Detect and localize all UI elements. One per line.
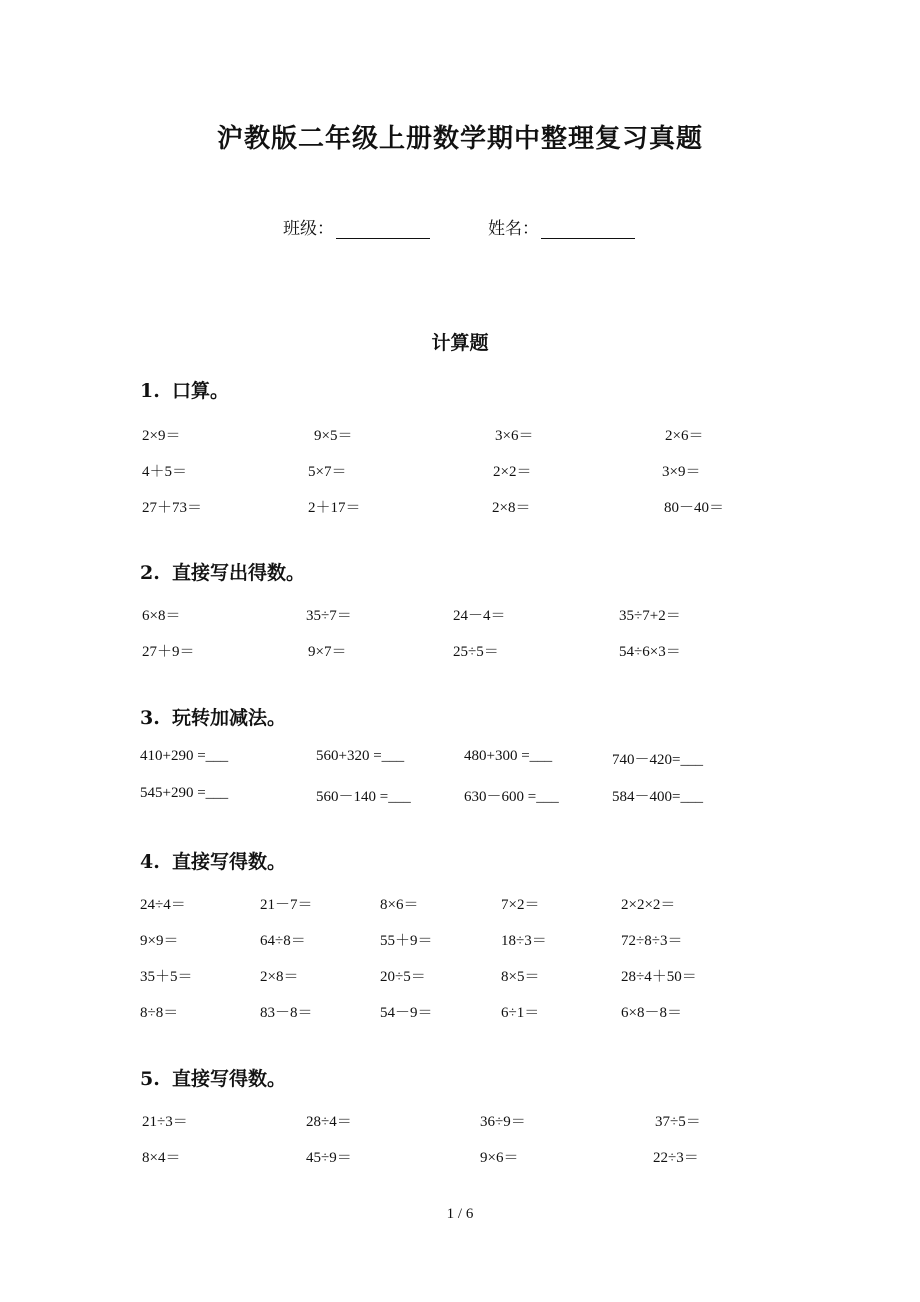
problem: 54÷6×3＝ [619,644,681,660]
problem: 8×6＝ [380,897,419,913]
problem: 28÷4＋50＝ [621,969,697,985]
problem: 83－8＝ [260,1005,313,1021]
problem: 2×6＝ [665,428,704,444]
problem: 35÷7＝ [306,608,352,624]
problem: 64÷8＝ [260,933,306,949]
problem: 630－600 =___ [464,789,559,805]
problem: 2×9＝ [142,428,181,444]
problem: 2×8＝ [492,500,531,516]
problem: 6×8＝ [142,608,181,624]
problem: 4＋5＝ [142,464,188,480]
problem: 545+290 =___ [140,785,229,801]
problem: 2×2×2＝ [621,897,676,913]
problem: 45÷9＝ [306,1150,352,1166]
problem: 22÷3＝ [653,1150,699,1166]
question-title: 直接写出得数。 [172,562,306,584]
problem: 18÷3＝ [501,933,547,949]
problem: 3×6＝ [495,428,534,444]
problem: 6÷1＝ [501,1005,540,1021]
question-3-heading [140,703,286,730]
problem: 5×7＝ [308,464,347,480]
problem: 28÷4＝ [306,1114,352,1130]
page-title: 沪教版二年级上册数学期中整理复习真题 [216,124,703,154]
problem: 72÷8÷3＝ [621,933,683,949]
problem: 9×9＝ [140,933,179,949]
class-blank [336,220,430,239]
class-field [283,214,430,239]
problem: 21÷3＝ [142,1114,188,1130]
problem: 24÷4＝ [140,897,186,913]
problem: 37÷5＝ [655,1114,701,1130]
problem: 7×2＝ [501,897,540,913]
problem: 9×6＝ [480,1150,519,1166]
problem: 25÷5＝ [453,644,499,660]
problem: 55＋9＝ [380,933,433,949]
class-label: 班级： [283,219,334,239]
page-number: 1 / 6 [446,1206,474,1222]
problem: 35＋5＝ [140,969,193,985]
problem: 584－400=___ [612,789,703,805]
problem: 8÷8＝ [140,1005,179,1021]
problem: 20÷5＝ [380,969,426,985]
question-5-heading [140,1064,286,1091]
problem: 560+320 =___ [316,748,405,764]
question-number: 3. [140,707,160,729]
question-title: 口算。 [172,380,230,402]
problem: 54－9＝ [380,1005,433,1021]
problem: 27＋73＝ [142,500,203,516]
problem: 2＋17＝ [308,500,361,516]
question-title: 玩转加减法。 [172,707,287,729]
question-number: 2. [140,562,160,584]
problem: 27＋9＝ [142,644,195,660]
problem: 9×7＝ [308,644,347,660]
question-title: 直接写得数。 [172,1068,287,1090]
problem: 24－4＝ [453,608,506,624]
problem: 560－140 =___ [316,789,411,805]
problem: 410+290 =___ [140,748,229,764]
problem: 6×8－8＝ [621,1005,682,1021]
section-title: 计算题 [431,332,489,354]
problem: 80－40＝ [664,500,725,516]
name-field [488,214,635,239]
problem: 2×8＝ [260,969,299,985]
problem: 36÷9＝ [480,1114,526,1130]
problem: 3×9＝ [662,464,701,480]
question-title: 直接写得数。 [172,851,287,873]
question-1-heading [140,376,229,403]
question-number: 1. [140,380,160,402]
question-number: 5. [140,1068,160,1090]
problem: 35÷7+2＝ [619,608,681,624]
question-number: 4. [140,851,160,873]
problem: 740－420=___ [612,752,703,768]
question-4-heading [140,847,286,874]
name-label: 姓名： [488,219,539,239]
problem: 480+300 =___ [464,748,553,764]
problem: 2×2＝ [493,464,532,480]
problem: 8×4＝ [142,1150,181,1166]
problem: 21－7＝ [260,897,313,913]
question-2-heading [140,558,305,585]
problem: 8×5＝ [501,969,540,985]
problem: 9×5＝ [314,428,353,444]
name-blank [541,220,635,239]
